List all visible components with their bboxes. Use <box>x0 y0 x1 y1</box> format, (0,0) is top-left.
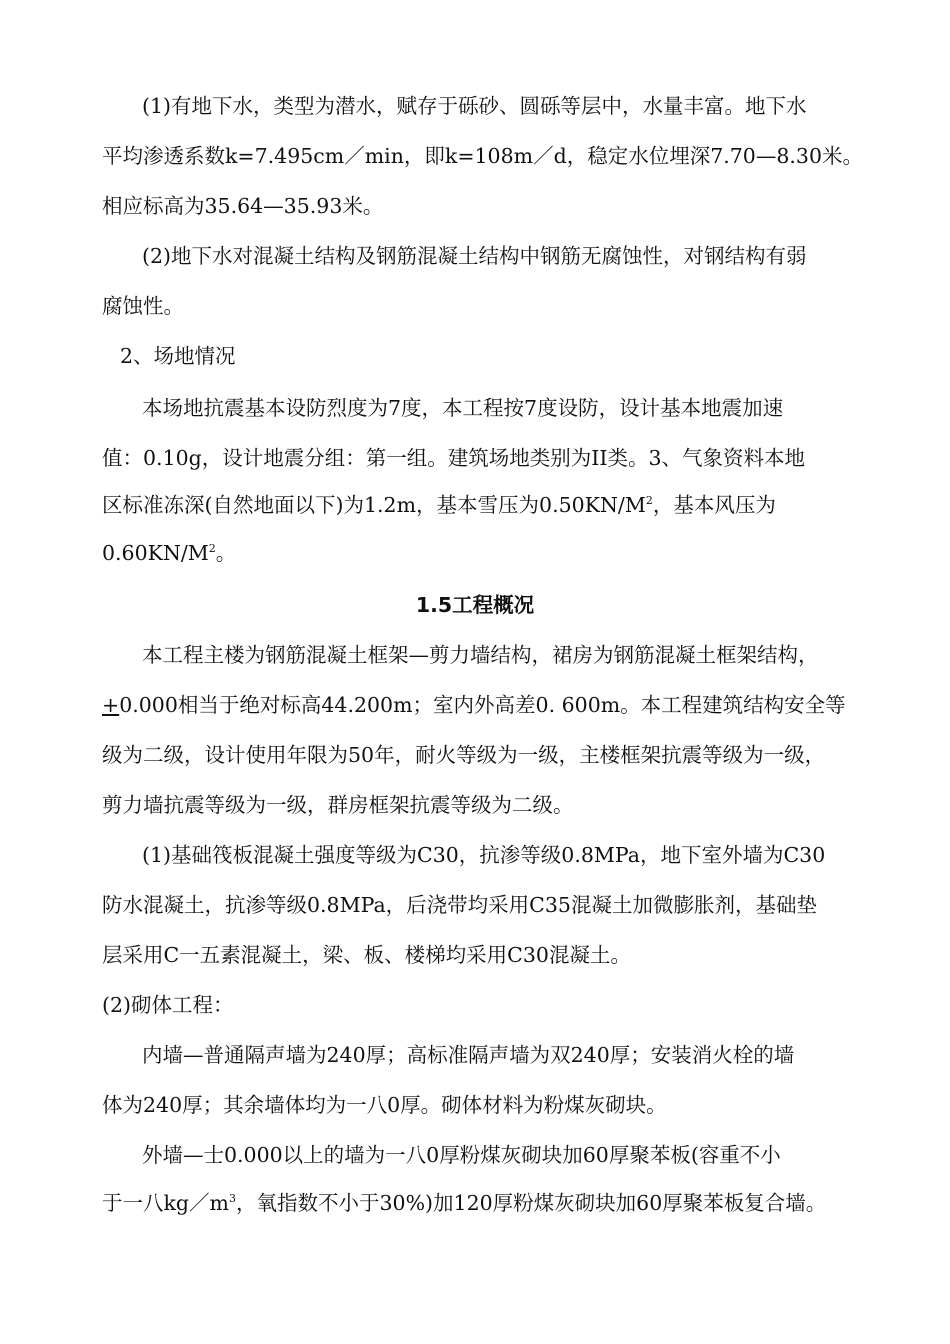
para-seismic-line-4-text-a: 0.60KN/M <box>102 541 209 565</box>
para-inner-wall-line-2: 体为240厚；其余墙体均为一八0厚。砌体材料为粉煤灰砌块。 <box>102 1093 667 1117</box>
para-outer-wall-line-2 <box>102 1189 882 1217</box>
para-seismic-line-4-text-b: 。 <box>215 541 237 565</box>
para-seismic-line-4 <box>102 539 882 567</box>
para-corrosion-line-2: 腐蚀性。 <box>102 294 184 318</box>
para-groundwater-line-1: (1)有地下水，类型为潜水，赋存于砾砂、圆砾等层中，水量丰富。地下水 <box>142 94 807 118</box>
para-outer-wall-line-1: 外墙—士0.000以上的墙为一八0厚粉煤灰砌块加60厚聚苯板(容重不小 <box>142 1143 781 1167</box>
para-seismic-line-3 <box>102 491 882 519</box>
para-overview-line-2-text: 0.000相当于绝对标高44.200m；室内外高差0. 600m。本工程建筑结构安全等 <box>119 693 846 717</box>
para-seismic-line-3-text-a: 区标准冻深(自然地面以下)为1.2m，基本雪压为0.50KN/M <box>102 493 646 517</box>
superscript-3: 3 <box>228 1192 236 1205</box>
para-seismic-line-1: 本场地抗震基本设防烈度为7度，本工程按7度设防，设计基本地震加速 <box>142 396 784 420</box>
para-foundation-line-1: (1)基础筏板混凝土强度等级为C30，抗渗等级0.8MPa，地下室外墙为C30 <box>142 843 826 867</box>
para-seismic-line-3-text-b: ，基本风压为 <box>652 493 776 517</box>
para-masonry-title: (2)砌体工程： <box>102 993 234 1017</box>
para-outer-wall-line-2-text-b: ，氧指数不小于30%)加120厚粉煤灰砌块加60厚聚苯板复合墙。 <box>235 1191 827 1215</box>
para-inner-wall-line-1: 内墙—普通隔声墙为240厚；高标准隔声墙为双240厚；安装消火栓的墙 <box>142 1043 795 1067</box>
para-groundwater-line-3: 相应标高为35.64—35.93米。 <box>102 194 384 218</box>
superscript-2: 2 <box>208 542 216 555</box>
para-overview-line-4: 剪力墙抗震等级为一级，群房框架抗震等级为二级。 <box>102 793 574 817</box>
para-groundwater-line-2: 平均渗透系数k=7.495cm／min，即k=108m／d，稳定水位埋深7.70—8.30米。 <box>102 144 863 168</box>
para-overview-line-1: 本工程主楼为钢筋混凝土框架—剪力墙结构，裙房为钢筋混凝土框架结构， <box>142 643 819 667</box>
para-overview-line-2 <box>102 691 882 719</box>
superscript-2: 2 <box>645 494 653 507</box>
para-outer-wall-line-2-text-a: 于一八kg／m <box>102 1191 229 1215</box>
para-overview-line-3: 级为二级，设计使用年限为50年，耐火等级为一级，主楼框架抗震等级为一级， <box>102 743 826 767</box>
para-seismic-line-2: 值：0.10g，设计地震分组：第一组。建筑场地类别为II类。3、气象资料本地 <box>102 446 806 470</box>
section-title-site: 2、场地情况 <box>120 344 236 368</box>
section-heading-project-overview: 1.5工程概况 <box>415 593 535 617</box>
para-corrosion-line-1: (2)地下水对混凝土结构及钢筋混凝土结构中钢筋无腐蚀性，对钢结构有弱 <box>142 244 807 268</box>
plus-minus-sign: + <box>102 693 120 717</box>
para-foundation-line-3: 层采用C一五素混凝土，梁、板、楼梯均采用C30混凝土。 <box>102 943 631 967</box>
para-foundation-line-2: 防水混凝土，抗渗等级0.8MPa，后浇带均采用C35混凝土加微膨胀剂，基础垫 <box>102 893 817 917</box>
